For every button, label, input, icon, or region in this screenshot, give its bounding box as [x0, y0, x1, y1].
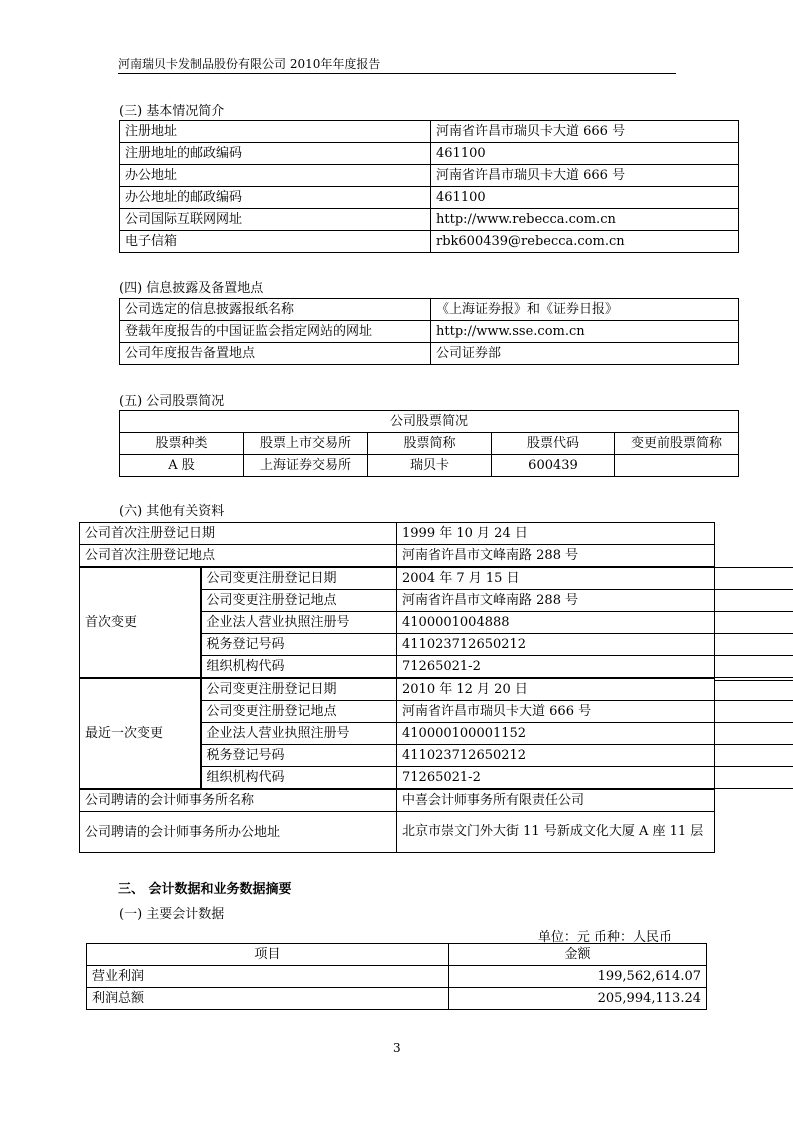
row-value: 河南省许昌市瑞贝卡大道 666 号 — [397, 701, 715, 723]
row-value: 71265021-2 — [397, 656, 715, 679]
row-label: 登载年度报告的中国证监会指定网站的网址 — [120, 321, 431, 343]
stock-cell: A 股 — [120, 455, 244, 477]
row-label: 公司聘请的会计师事务所办公地址 — [80, 812, 397, 853]
table-row — [80, 812, 715, 853]
row-label: 企业法人营业执照注册号 — [201, 612, 397, 634]
accounting-amount: 199,562,614.07 — [449, 966, 707, 988]
row-label: 公司变更注册登记日期 — [201, 567, 397, 590]
accounting-header: 项目 — [87, 944, 449, 966]
overflow-rule — [714, 633, 793, 634]
section3-title: 三、 会计数据和业务数据摘要 — [118, 882, 292, 897]
stock-cell: 600439 — [492, 455, 615, 477]
row-value: 4100001004888 — [397, 612, 715, 634]
stock-header: 股票上市交易所 — [244, 433, 368, 455]
accounting-item: 营业利润 — [87, 966, 449, 988]
table-row — [80, 678, 715, 701]
overflow-rule — [714, 567, 793, 568]
row-label: 公司变更注册登记地点 — [201, 701, 397, 723]
row-value: 461100 — [431, 187, 739, 209]
overflow-rule — [714, 788, 793, 789]
table-row — [120, 165, 739, 187]
stock-header: 股票简称 — [368, 433, 492, 455]
row-value: 河南省许昌市文峰南路 288 号 — [397, 590, 715, 612]
other-title: (六) 其他有关资料 — [119, 504, 225, 519]
row-label: 组织机构代码 — [201, 767, 397, 790]
basic-info-table — [119, 120, 739, 253]
overflow-rule — [714, 766, 793, 767]
basic-info-title: (三) 基本情况简介 — [119, 104, 225, 119]
row-label: 公司变更注册登记日期 — [201, 678, 397, 701]
row-value: http://www.sse.com.cn — [431, 321, 739, 343]
overflow-rule — [714, 677, 793, 678]
overflow-rule — [714, 589, 793, 590]
disclosure-table — [119, 298, 739, 365]
table-row — [120, 143, 739, 165]
row-label: 注册地址的邮政编码 — [120, 143, 431, 165]
row-value: 2010 年 12 月 20 日 — [397, 678, 715, 701]
accounting-item: 利润总额 — [87, 988, 449, 1010]
table-row — [80, 545, 715, 568]
change-group-label: 最近一次变更 — [80, 678, 201, 789]
row-value: 中喜会计师事务所有限责任公司 — [397, 789, 715, 812]
table-row — [120, 187, 739, 209]
page-header: 河南瑞贝卡发制品股份有限公司 2010年年度报告 — [118, 57, 381, 71]
table-row — [80, 567, 715, 590]
unit-note: 单位：元 币种：人民币 — [537, 930, 672, 945]
accounting-header: 金额 — [449, 944, 707, 966]
row-label: 电子信箱 — [120, 231, 431, 253]
row-value: 《上海证券报》和《证券日报》 — [431, 299, 739, 321]
stock-table-title: 公司股票简况 — [120, 411, 739, 433]
section3-subtitle: (一) 主要会计数据 — [119, 907, 225, 922]
stock-header: 股票代码 — [492, 433, 615, 455]
stock-cell: 上海证券交易所 — [244, 455, 368, 477]
row-value: 71265021-2 — [397, 767, 715, 790]
overflow-rule — [714, 744, 793, 745]
row-value: 河南省许昌市瑞贝卡大道 666 号 — [431, 165, 739, 187]
row-value: 461100 — [431, 143, 739, 165]
table-row — [120, 209, 739, 231]
overflow-rule — [714, 611, 793, 612]
row-label: 公司变更注册登记地点 — [201, 590, 397, 612]
row-value: http://www.rebecca.com.cn — [431, 209, 739, 231]
row-label: 注册地址 — [120, 121, 431, 143]
row-label: 企业法人营业执照注册号 — [201, 723, 397, 745]
row-label: 办公地址的邮政编码 — [120, 187, 431, 209]
row-value: 411023712650212 — [397, 634, 715, 656]
stock-table — [119, 410, 739, 477]
row-label: 税务登记号码 — [201, 745, 397, 767]
page-number: 3 — [393, 1041, 401, 1055]
table-row — [120, 343, 739, 365]
row-value: 410000100001152 — [397, 723, 715, 745]
stock-header: 变更前股票简称 — [615, 433, 739, 455]
row-label: 组织机构代码 — [201, 656, 397, 679]
table-row — [80, 789, 715, 812]
disclosure-title: (四) 信息披露及备置地点 — [119, 281, 264, 296]
row-label: 公司首次注册登记日期 — [80, 523, 397, 545]
row-value: 2004 年 7 月 15 日 — [397, 567, 715, 590]
overflow-rule — [714, 700, 793, 701]
stock-cell — [615, 455, 739, 477]
row-value: 河南省许昌市文峰南路 288 号 — [397, 545, 715, 568]
row-value: 北京市崇文门外大街 11 号新成文化大厦 A 座 11 层 — [397, 812, 715, 853]
row-value: 1999 年 10 月 24 日 — [397, 523, 715, 545]
row-label: 公司首次注册登记地点 — [80, 545, 397, 568]
table-row — [80, 523, 715, 545]
table-row — [120, 231, 739, 253]
table-row — [120, 121, 739, 143]
accounting-table — [86, 943, 707, 1010]
row-label: 公司国际互联网网址 — [120, 209, 431, 231]
row-value: rbk600439@rebecca.com.cn — [431, 231, 739, 253]
overflow-rule — [714, 655, 793, 656]
table-row — [120, 299, 739, 321]
stock-title: (五) 公司股票简况 — [119, 394, 225, 409]
row-label: 税务登记号码 — [201, 634, 397, 656]
row-label: 公司年度报告备置地点 — [120, 343, 431, 365]
stock-cell: 瑞贝卡 — [368, 455, 492, 477]
row-label: 公司选定的信息披露报纸名称 — [120, 299, 431, 321]
row-value: 411023712650212 — [397, 745, 715, 767]
row-value: 河南省许昌市瑞贝卡大道 666 号 — [431, 121, 739, 143]
row-label: 办公地址 — [120, 165, 431, 187]
row-value: 公司证券部 — [431, 343, 739, 365]
change-group-label: 首次变更 — [80, 567, 201, 678]
stock-header: 股票种类 — [120, 433, 244, 455]
header-rule — [118, 73, 676, 74]
overflow-rule — [714, 680, 793, 681]
table-row — [120, 321, 739, 343]
other-info-table — [79, 522, 715, 853]
row-label: 公司聘请的会计师事务所名称 — [80, 789, 397, 812]
accounting-amount: 205,994,113.24 — [449, 988, 707, 1010]
overflow-rule — [714, 722, 793, 723]
